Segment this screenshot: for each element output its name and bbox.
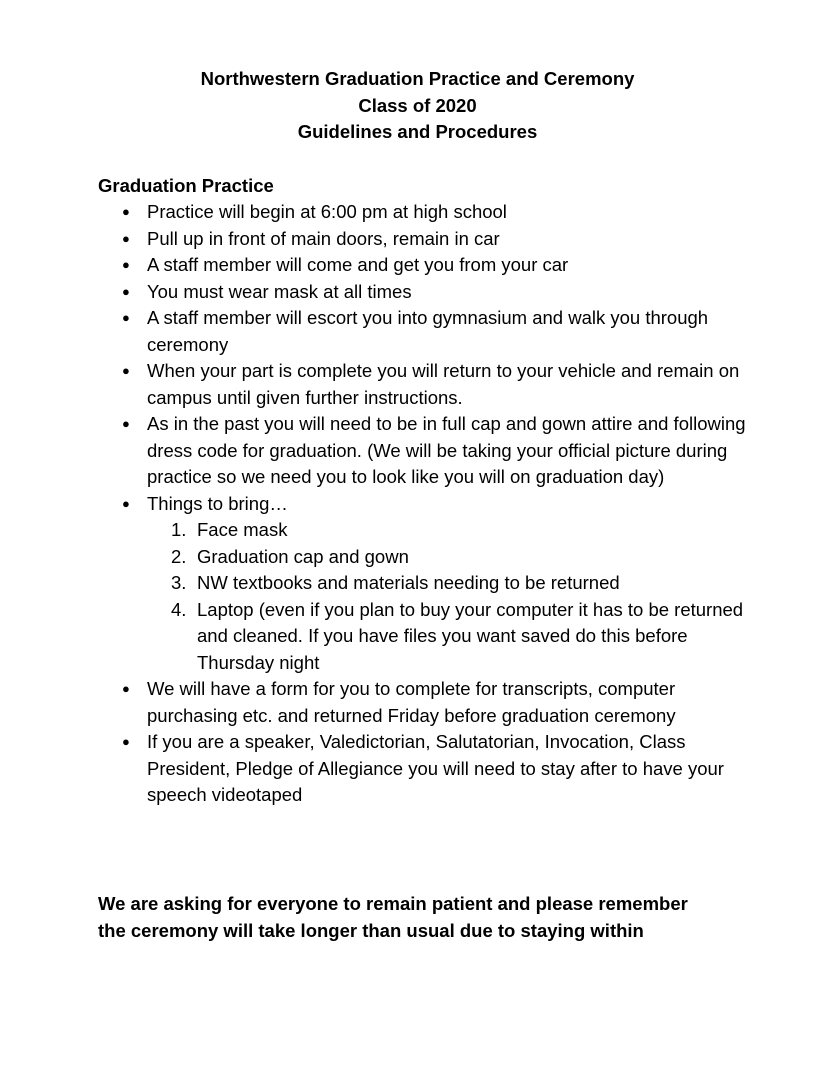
things-to-bring-list <box>147 517 748 676</box>
bullet-item <box>98 411 748 491</box>
bullet-text: A staff member will come and get you from your car <box>147 254 569 275</box>
bullet-icon: ● <box>122 204 130 219</box>
numbered-item <box>147 544 748 571</box>
numbered-item <box>147 597 748 677</box>
bullet-icon: ● <box>122 734 130 749</box>
bullet-text: If you are a speaker, Valedictorian, Salutatorian, Invocation, Class President, Pledge of Allegiance you will need to stay after to have your speech videotaped <box>147 731 724 805</box>
closing-note <box>98 891 758 944</box>
bullet-icon: ● <box>122 283 130 299</box>
bullet-item <box>98 199 748 226</box>
numbered-item-text: NW textbooks and materials needing to be returned <box>197 572 620 593</box>
bullet-icon: ● <box>122 363 130 378</box>
closing-line: We are asking for everyone to remain patient and please remember <box>98 893 688 914</box>
bullet-item <box>98 252 748 279</box>
bullet-text: When your part is complete you will return to your vehicle and remain on campus until given further instructions. <box>147 360 740 408</box>
bullet-text: As in the past you will need to be in full cap and gown attire and following dress code for graduation. (We will be taking your official picture during practice so we need you to look like you will on graduation day) <box>147 413 746 487</box>
title-line-class: Class of 2020 <box>358 94 477 116</box>
numbered-item <box>147 517 748 544</box>
bullet-text: We will have a form for you to complete for transcripts, computer purchasing etc. and returned Friday before graduation ceremony <box>147 678 676 726</box>
bullet-text: Things to bring… <box>147 492 288 514</box>
bullet-item <box>98 305 748 358</box>
number-marker: 2. <box>171 545 187 567</box>
document-title <box>0 66 835 146</box>
bullet-item <box>98 676 748 729</box>
bullet-text: Pull up in front of main doors, remain in car <box>147 227 500 249</box>
closing-line: the ceremony will take longer than usual due to staying within <box>98 919 644 941</box>
bullet-icon: ● <box>122 416 130 431</box>
bullet-icon: ● <box>122 495 130 511</box>
bullet-text: You must wear mask at all times <box>147 280 412 302</box>
section-heading-graduation-practice: Graduation Practice <box>98 175 274 196</box>
numbered-item-text: Face mask <box>197 519 288 540</box>
bullet-icon: ● <box>122 681 130 696</box>
bullet-item <box>98 358 748 411</box>
bullet-item <box>98 226 748 253</box>
bullet-text: Practice will begin at 6:00 pm at high school <box>147 201 507 222</box>
numbered-item <box>147 570 748 597</box>
numbered-item-text: Graduation cap and gown <box>197 545 409 567</box>
title-line-school: Northwestern Graduation Practice and Ceremony <box>200 68 635 89</box>
bullet-icon: ● <box>122 230 130 246</box>
bullet-item-things-to-bring <box>98 491 748 677</box>
bullet-icon: ● <box>122 310 130 325</box>
practice-bullet-list <box>98 199 748 809</box>
number-marker: 3. <box>171 572 187 593</box>
numbered-item-text: Laptop (even if you plan to buy your computer it has to be returned and cleaned. If you have files you want saved do this before Thursday night <box>197 598 744 673</box>
bullet-text: A staff member will escort you into gymnasium and walk you through ceremony <box>147 307 709 355</box>
title-line-guidelines: Guidelines and Procedures <box>297 121 538 142</box>
bullet-item <box>98 729 748 809</box>
number-marker: 4. <box>171 598 187 620</box>
bullet-icon: ● <box>122 257 130 272</box>
bullet-item <box>98 279 748 306</box>
number-marker: 1. <box>171 519 187 540</box>
